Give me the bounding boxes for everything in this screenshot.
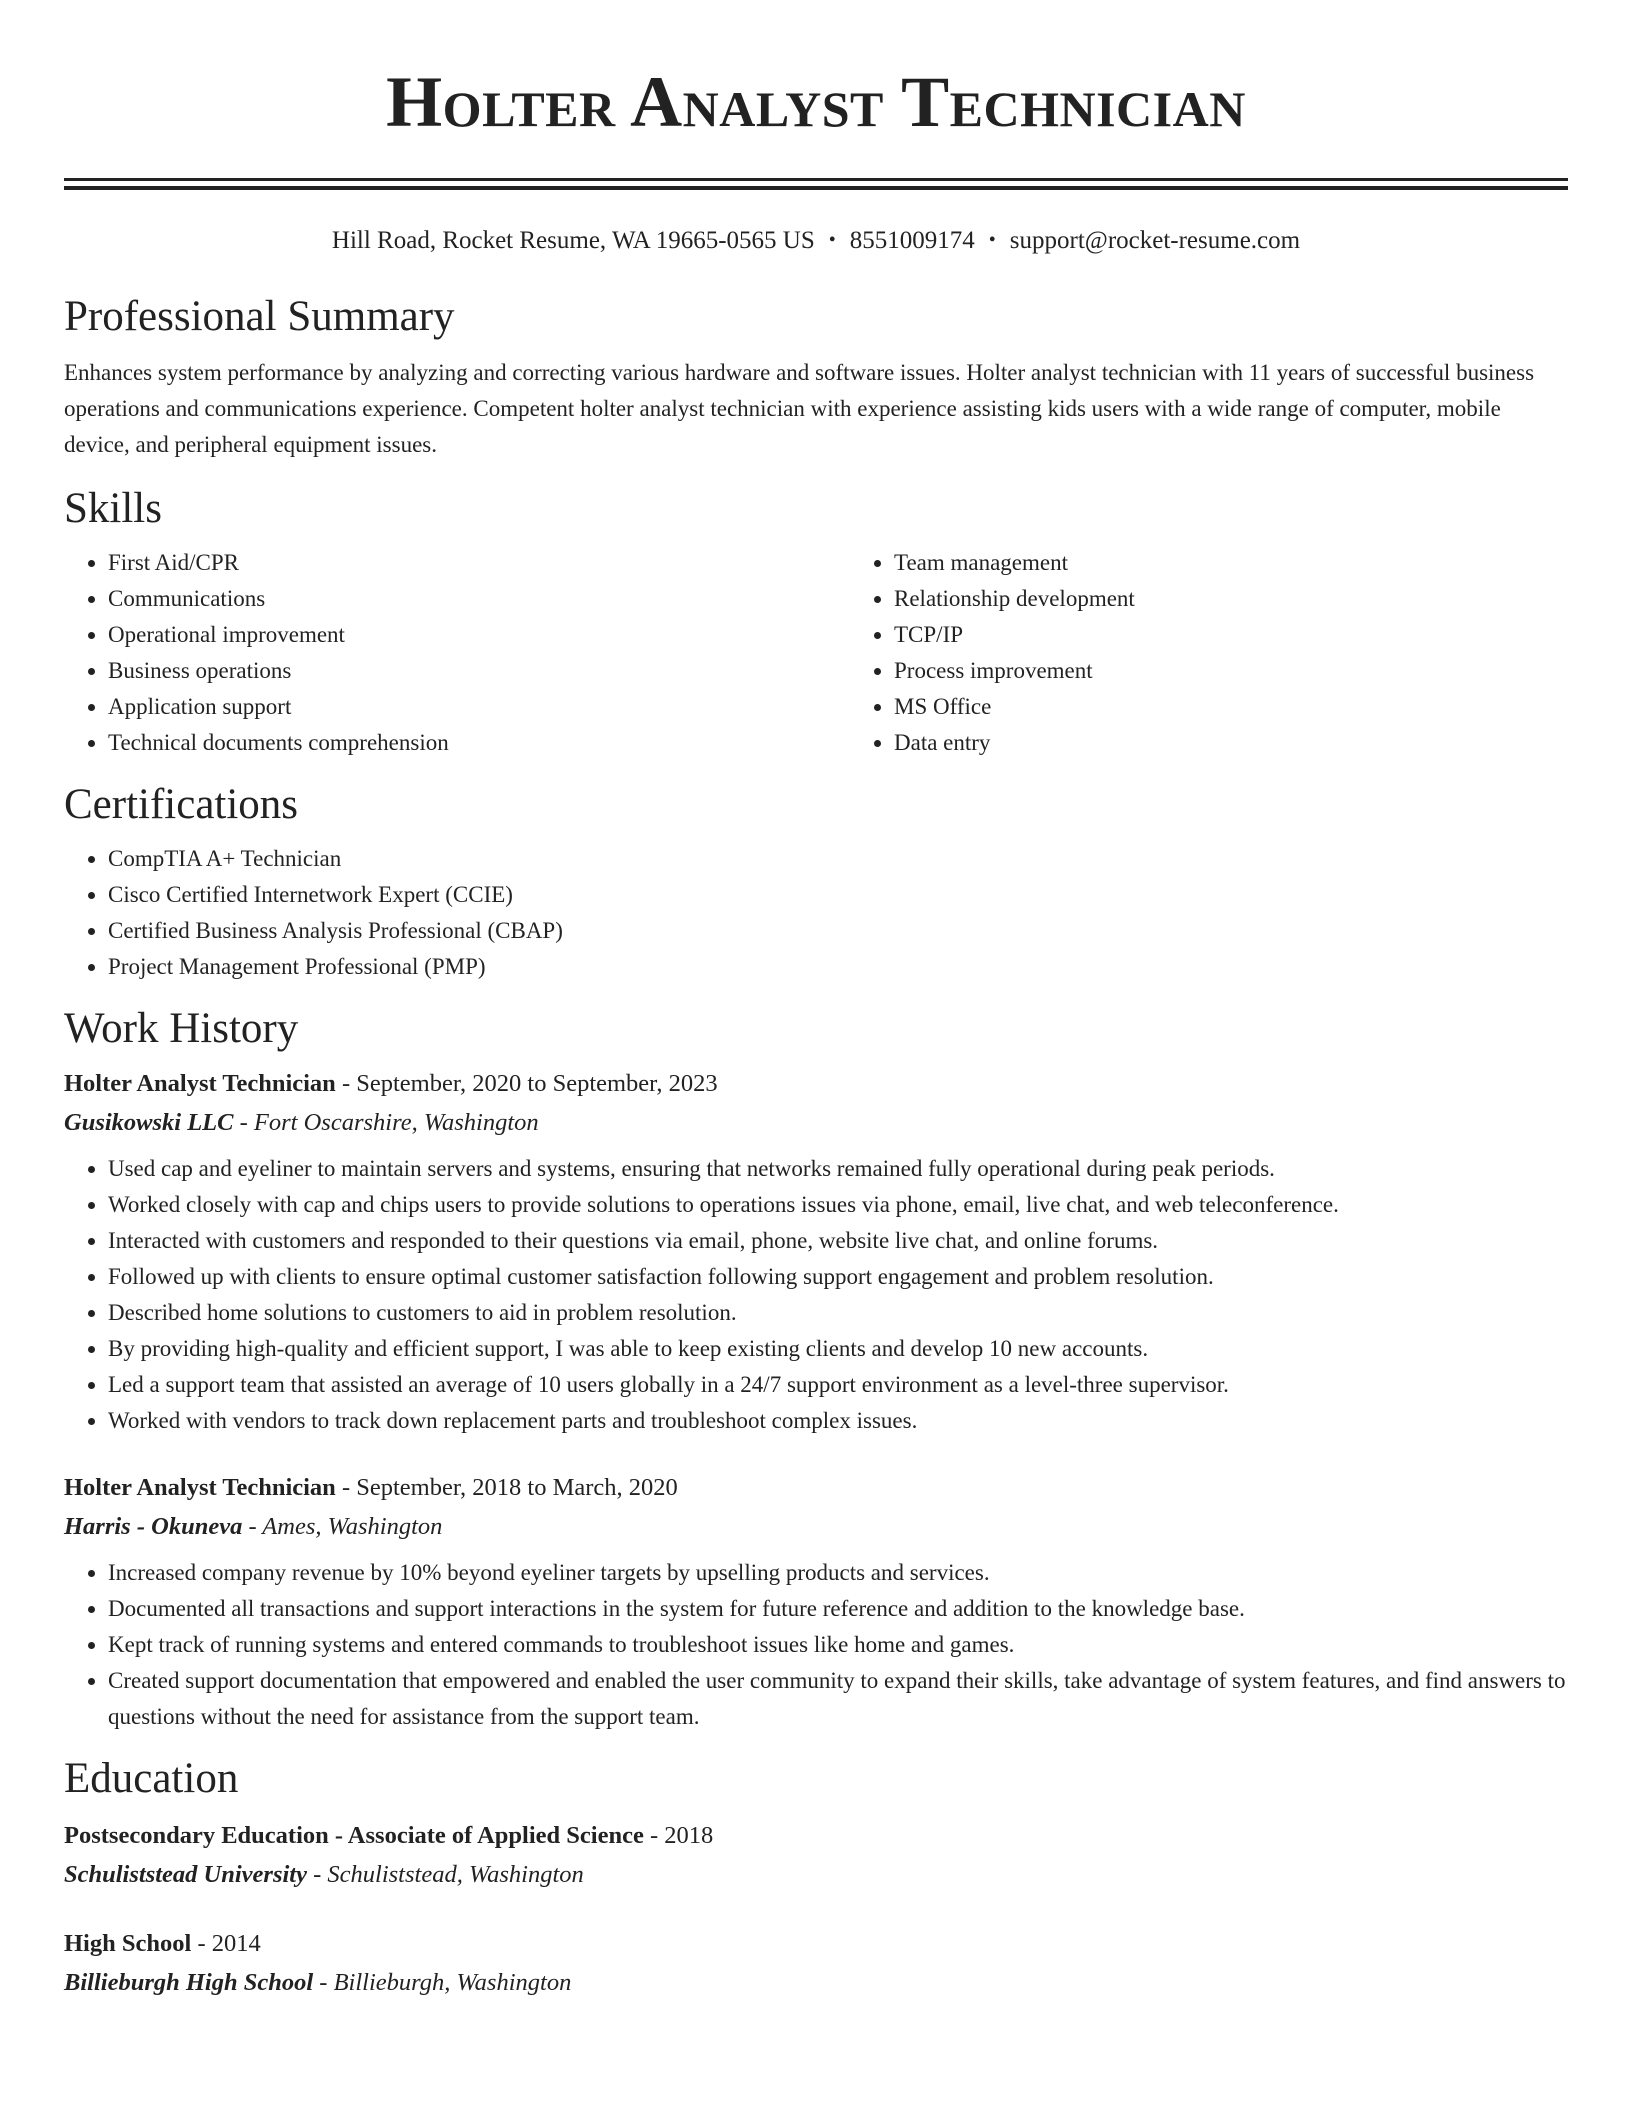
contact-email[interactable]: support@rocket-resume.com <box>1009 227 1301 254</box>
work-history-section <box>64 1003 1568 1735</box>
skill-item: • MS Office <box>894 689 1632 725</box>
employer-line <box>64 1507 1568 1547</box>
skill-item: • Team management <box>894 545 1632 581</box>
education-entry <box>64 1817 1568 1895</box>
skills-list-right <box>850 545 1632 761</box>
summary-heading: Professional Summary <box>64 293 455 340</box>
certification-item: • Project Management Professional (PMP) <box>108 949 1568 985</box>
certification-item: • Cisco Certified Internetwork Expert (CCIE) <box>108 877 1568 913</box>
title-divider <box>64 178 1568 190</box>
contact-address: Hill Road, Rocket Resume, WA 19665-0565 US <box>331 227 815 254</box>
job-bullet: • Kept track of running systems and entered commands to troubleshoot issues like home and games. <box>108 1627 1568 1663</box>
skills-list-left <box>64 545 850 761</box>
job-bullet: • By providing high-quality and efficient support, I was able to keep existing clients and develop 10 new accounts. <box>108 1331 1568 1367</box>
degree-line <box>64 1925 1568 1963</box>
employer-line <box>64 1103 1568 1143</box>
job-bullet: • Described home solutions to customers to aid in problem resolution. <box>108 1295 1568 1331</box>
job-bullet: • Used cap and eyeliner to maintain servers and systems, ensuring that networks remained fully operational during peak periods. <box>108 1151 1568 1187</box>
skill-item: • First Aid/CPR <box>108 545 850 581</box>
skill-item: • Operational improvement <box>108 617 850 653</box>
school-name: Billieburgh High School <box>64 1969 314 1996</box>
certifications-list <box>64 841 1568 985</box>
job-bullet: • Worked closely with cap and chips users to provide solutions to operations issues via phone, email, live chat, and web teleconference. <box>108 1187 1568 1223</box>
employer-name: Gusikowski LLC <box>64 1109 234 1136</box>
certification-item: • CompTIA A+ Technician <box>108 841 1568 877</box>
work-history-heading: Work History <box>64 1005 299 1052</box>
education-section <box>64 1753 1568 2003</box>
skills-section <box>64 483 1568 761</box>
degree-name: Postsecondary Education - Associate of Applied Science <box>64 1822 644 1849</box>
resume-title: Holter Analyst Technician <box>386 62 1246 142</box>
job-bullet: • Created support documentation that empowered and enabled the user community to expand their skills, take advantage of system features, and find answers to questions without the need for assistance from the support team. <box>108 1663 1568 1735</box>
job-bullets <box>64 1555 1568 1735</box>
skills-heading: Skills <box>64 485 162 532</box>
job-title: Holter Analyst Technician <box>64 1070 336 1097</box>
skill-item: • Application support <box>108 689 850 725</box>
job-bullet: • Increased company revenue by 10% beyond eyeliner targets by upselling products and services. <box>108 1555 1568 1591</box>
skill-item: • Communications <box>108 581 850 617</box>
contact-line <box>64 224 1568 257</box>
education-heading: Education <box>64 1755 239 1802</box>
job-bullet: • Followed up with clients to ensure optimal customer satisfaction following support engagement and problem resolution. <box>108 1259 1568 1295</box>
employer-name: Harris - Okuneva <box>64 1513 243 1540</box>
skill-item: • Technical documents comprehension <box>108 725 850 761</box>
job-bullet: • Documented all transactions and support interactions in the system for future reference and addition to the knowledge base. <box>108 1591 1568 1627</box>
job-entry <box>64 1469 1568 1735</box>
skills-grid <box>64 545 1568 761</box>
job-bullet: • Led a support team that assisted an average of 10 users globally in a 24/7 support environment as a level-three supervisor. <box>108 1367 1568 1403</box>
job-dates: - September, 2020 to September, 2023 <box>335 1070 718 1097</box>
employer-location: - Ames, Washington <box>242 1513 443 1540</box>
graduation-year: - 2014 <box>191 1930 261 1957</box>
contact-phone: 8551009174 <box>849 227 975 254</box>
education-entry <box>64 1925 1568 2003</box>
job-bullet: • Interacted with customers and responded to their questions via email, phone, website live chat, and online forums. <box>108 1223 1568 1259</box>
skill-item: • TCP/IP <box>894 617 1632 653</box>
skill-item: • Relationship development <box>894 581 1632 617</box>
employer-location: - Fort Oscarshire, Washington <box>233 1109 539 1136</box>
certification-item: • Certified Business Analysis Professional (CBAP) <box>108 913 1568 949</box>
school-location: - Billieburgh, Washington <box>313 1969 572 1996</box>
job-title-line <box>64 1469 1568 1507</box>
contact-separator: • <box>988 229 996 251</box>
skill-item: • Business operations <box>108 653 850 689</box>
skill-item: • Data entry <box>894 725 1632 761</box>
job-bullet: • Worked with vendors to track down replacement parts and troubleshoot complex issues. <box>108 1403 1568 1439</box>
skill-item: • Process improvement <box>894 653 1632 689</box>
graduation-year: - 2018 <box>643 1822 714 1849</box>
degree-name: High School <box>64 1930 192 1957</box>
school-name: Schuliststead University <box>64 1861 307 1888</box>
summary-text: Enhances system performance by analyzing and correcting various hardware and software issues. Holter analyst technician with 11 years of successful business operations and communications experience. Competent holter analyst technician with experience assisting kids users with a wide range of computer, mobile device, and peripheral equipment issues. <box>64 360 1535 457</box>
summary-section <box>64 291 1568 463</box>
certifications-section <box>64 779 1568 985</box>
certifications-heading: Certifications <box>64 781 299 828</box>
job-entry <box>64 1065 1568 1439</box>
degree-line <box>64 1817 1568 1855</box>
job-title-line <box>64 1065 1568 1103</box>
job-title: Holter Analyst Technician <box>64 1474 336 1501</box>
job-bullets <box>64 1151 1568 1439</box>
job-dates: - September, 2018 to March, 2020 <box>335 1474 678 1501</box>
contact-separator: • <box>828 229 836 251</box>
school-location: - Schuliststead, Washington <box>306 1861 584 1888</box>
school-line <box>64 1963 1568 2003</box>
school-line <box>64 1855 1568 1895</box>
